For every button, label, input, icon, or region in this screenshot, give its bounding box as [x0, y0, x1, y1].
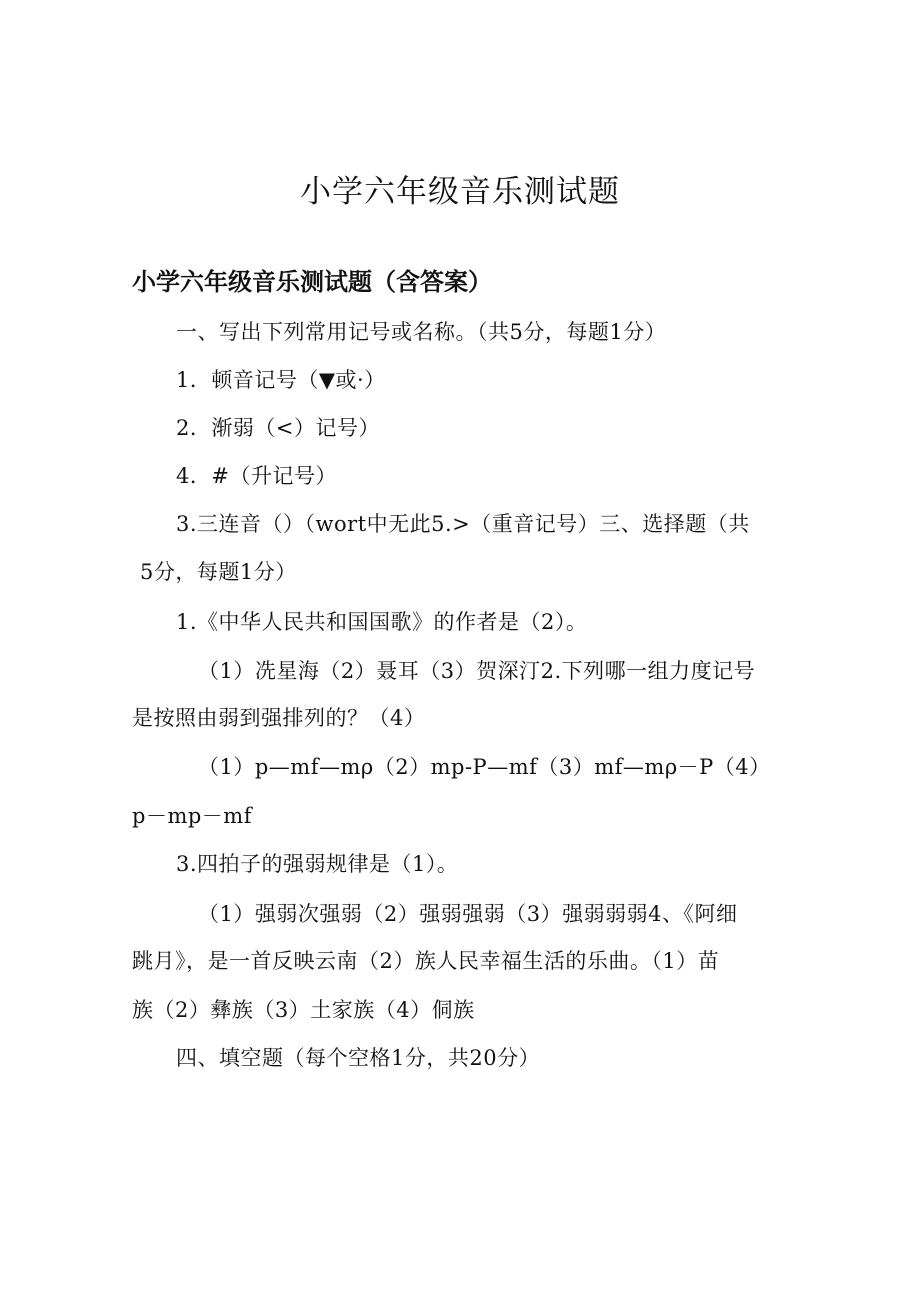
section-four-heading: 四、填空题（每个空格1分，共20分） — [176, 1046, 541, 1070]
answer-options-line-continued: 族（2）彝族（3）土家族（4）侗族 — [132, 998, 475, 1022]
question-line: 2．渐弱（<）记号） — [176, 416, 380, 440]
question-line-continued: 是按照由弱到强排列的？（4） — [132, 706, 426, 730]
question-line: 1．顿音记号（▼或·） — [176, 368, 386, 392]
answer-options-line: （1）冼星海（2）聂耳（3）贺深汀2.下列哪一组力度记号 — [198, 659, 756, 683]
document-subtitle: 小学六年级音乐测试题（含答案） — [132, 268, 492, 296]
question-line-continued: 5分，每题1分） — [140, 560, 297, 584]
question-line: 1.《中华人民共和国国歌》的作者是（2）。 — [176, 610, 588, 634]
question-line-continued: 跳月》，是一首反映云南（2）族人民幸福生活的乐曲。（1）苗 — [132, 949, 720, 973]
question-line: 4．#（升记号） — [176, 464, 337, 488]
answer-options-line: （1）强弱次强弱（2）强弱强弱（3）强弱弱弱4、《阿细 — [198, 902, 738, 926]
section-one-heading: 一、写出下列常用记号或名称。（共5分，每题1分） — [176, 320, 667, 344]
page-title: 小学六年级音乐测试题 — [300, 174, 620, 210]
answer-options-line: （1）p—mf—mρ（2）mp-P—mf（3）mf—mρ－P（4） — [198, 755, 771, 779]
question-line: 3.三连音（）（wort中无此5.>（重音记号）三、选择题（共 — [176, 512, 750, 536]
question-line: 3.四拍子的强弱规律是（1）。 — [176, 852, 459, 876]
answer-options-line-continued: p－mp－mf — [132, 804, 252, 828]
